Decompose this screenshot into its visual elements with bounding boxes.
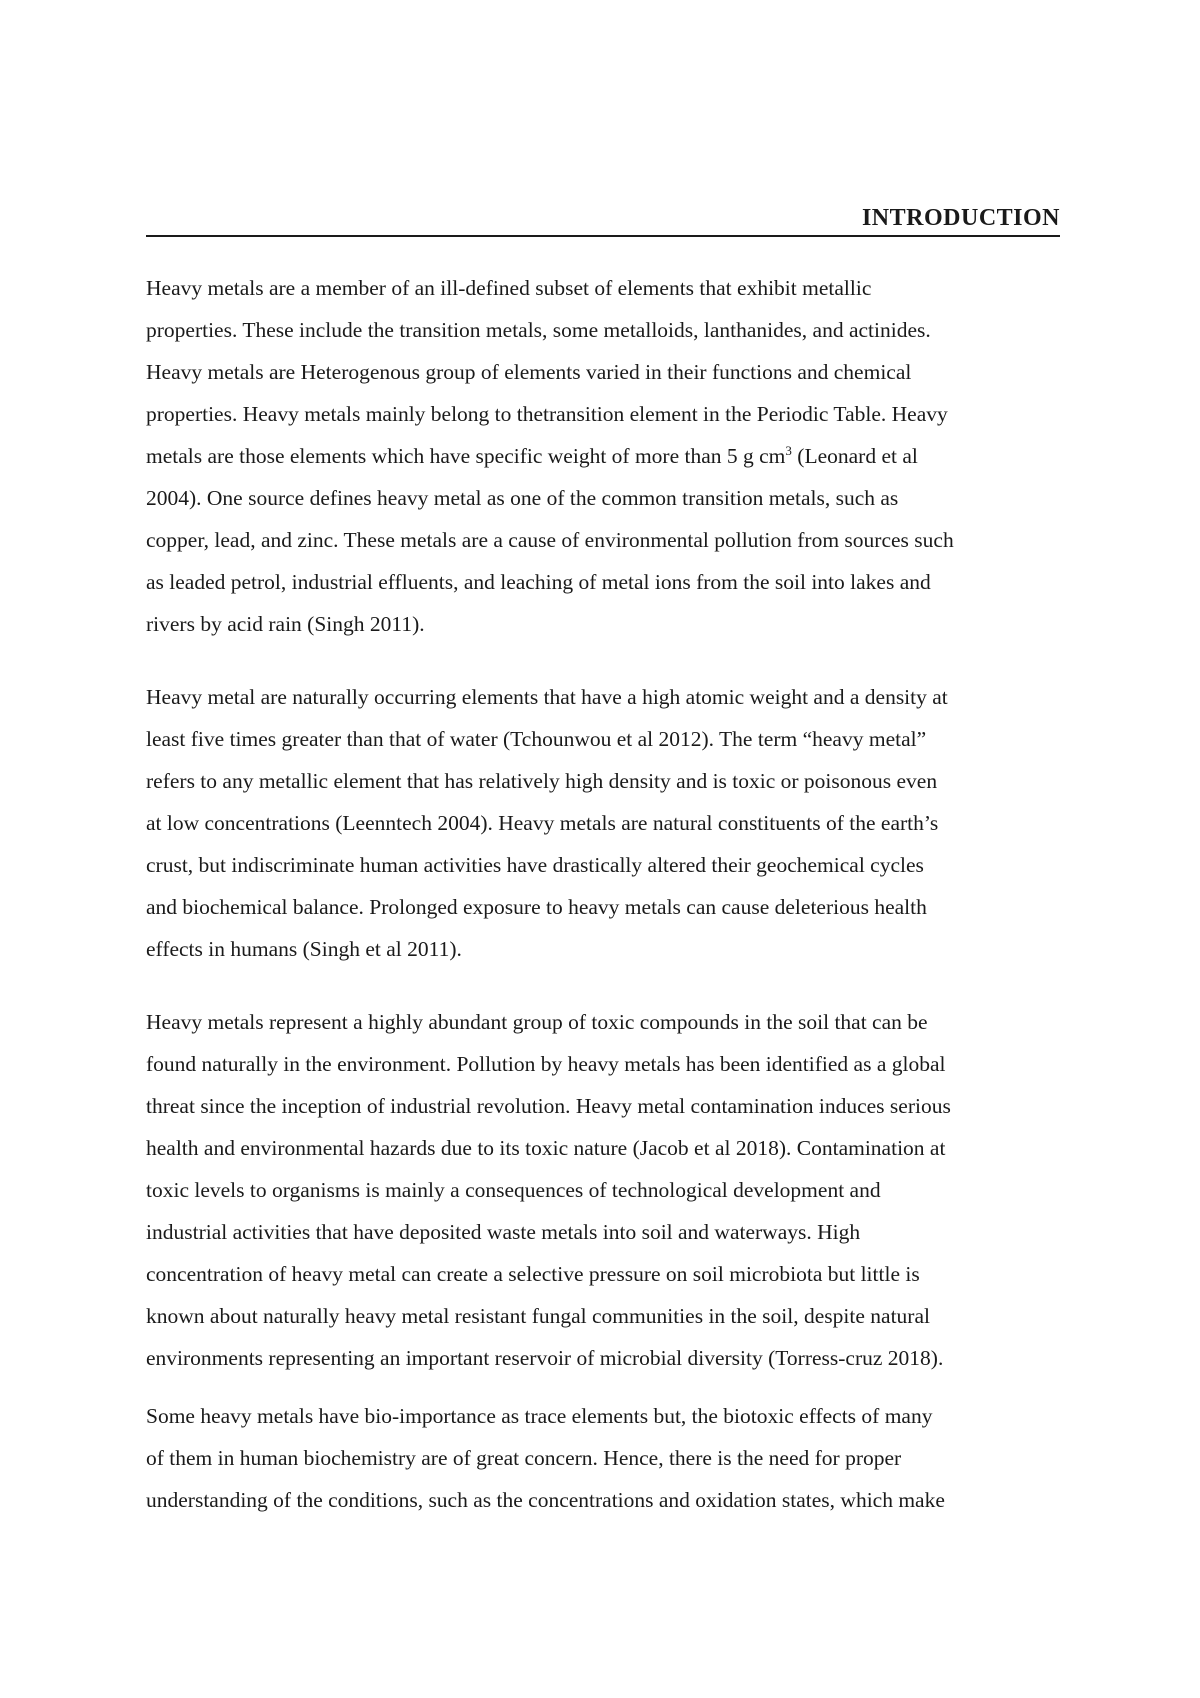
text-line: crust, but indiscriminate human activities have drastically altered their geochemical cycles bbox=[146, 853, 924, 877]
text-line: Heavy metals represent a highly abundant group of toxic compounds in the soil that can be bbox=[146, 1010, 928, 1034]
text-line: Heavy metals are Heterogenous group of elements varied in their functions and chemical bbox=[146, 360, 912, 384]
text-line: concentration of heavy metal can create a selective pressure on soil microbiota but little is bbox=[146, 1262, 920, 1286]
text-line: threat since the inception of industrial revolution. Heavy metal contamination induces serious bbox=[146, 1094, 951, 1118]
section-heading: INTRODUCTION bbox=[861, 205, 1060, 231]
text-line: 2004). One source defines heavy metal as one of the common transition metals, such as bbox=[146, 486, 899, 510]
text-line: Heavy metal are naturally occurring elements that have a high atomic weight and a density at bbox=[146, 685, 948, 709]
text-line: industrial activities that have deposited waste metals into soil and waterways. High bbox=[146, 1220, 861, 1244]
text-line: of them in human biochemistry are of great concern. Hence, there is the need for proper bbox=[146, 1446, 902, 1470]
text-line bbox=[146, 435, 1060, 477]
text-line: least five times greater than that of water (Tchounwou et al 2012). The term “heavy metal” bbox=[146, 727, 927, 751]
heading-underline bbox=[146, 235, 1060, 237]
text-line: and biochemical balance. Prolonged exposure to heavy metals can cause deleterious health bbox=[146, 895, 927, 919]
text-segment: metals are those elements which have specific weight of more than 5 g cm bbox=[146, 444, 786, 468]
text-line: effects in humans (Singh et al 2011). bbox=[146, 937, 462, 961]
text-line: health and environmental hazards due to its toxic nature (Jacob et al 2018). Contamination at bbox=[146, 1136, 946, 1160]
paragraph-4 bbox=[146, 1395, 1060, 1521]
text-line: found naturally in the environment. Pollution by heavy metals has been identified as a global bbox=[146, 1052, 946, 1076]
text-line: Heavy metals are a member of an ill-defined subset of elements that exhibit metallic bbox=[146, 276, 872, 300]
text-line: understanding of the conditions, such as the concentrations and oxidation states, which make bbox=[146, 1488, 945, 1512]
paragraph-2 bbox=[146, 676, 1060, 970]
text-line: properties. These include the transition metals, some metalloids, lanthanides, and actinides. bbox=[146, 318, 931, 342]
text-line: Some heavy metals have bio-importance as trace elements but, the biotoxic effects of many bbox=[146, 1404, 933, 1428]
text-segment: (Leonard et al bbox=[791, 444, 918, 468]
text-line: environments representing an important reservoir of microbial diversity (Torress-cruz 2018). bbox=[146, 1346, 944, 1370]
paragraph-1 bbox=[146, 267, 1060, 645]
text-line: rivers by acid rain (Singh 2011). bbox=[146, 612, 425, 636]
text-line: toxic levels to organisms is mainly a consequences of technological development and bbox=[146, 1178, 881, 1202]
text-line: as leaded petrol, industrial effluents, and leaching of metal ions from the soil into lakes and bbox=[146, 570, 931, 594]
text-line: at low concentrations (Leenntech 2004). Heavy metals are natural constituents of the earth’s bbox=[146, 811, 939, 835]
superscript: 3 bbox=[785, 442, 792, 458]
text-line: known about naturally heavy metal resistant fungal communities in the soil, despite natural bbox=[146, 1304, 930, 1328]
text-line: copper, lead, and zinc. These metals are a cause of environmental pollution from sources such bbox=[146, 528, 954, 552]
paragraph-3 bbox=[146, 1001, 1060, 1379]
text-line: refers to any metallic element that has relatively high density and is toxic or poisonous even bbox=[146, 769, 938, 793]
text-line: properties. Heavy metals mainly belong to thetransition element in the Periodic Table. Heavy bbox=[146, 402, 948, 426]
